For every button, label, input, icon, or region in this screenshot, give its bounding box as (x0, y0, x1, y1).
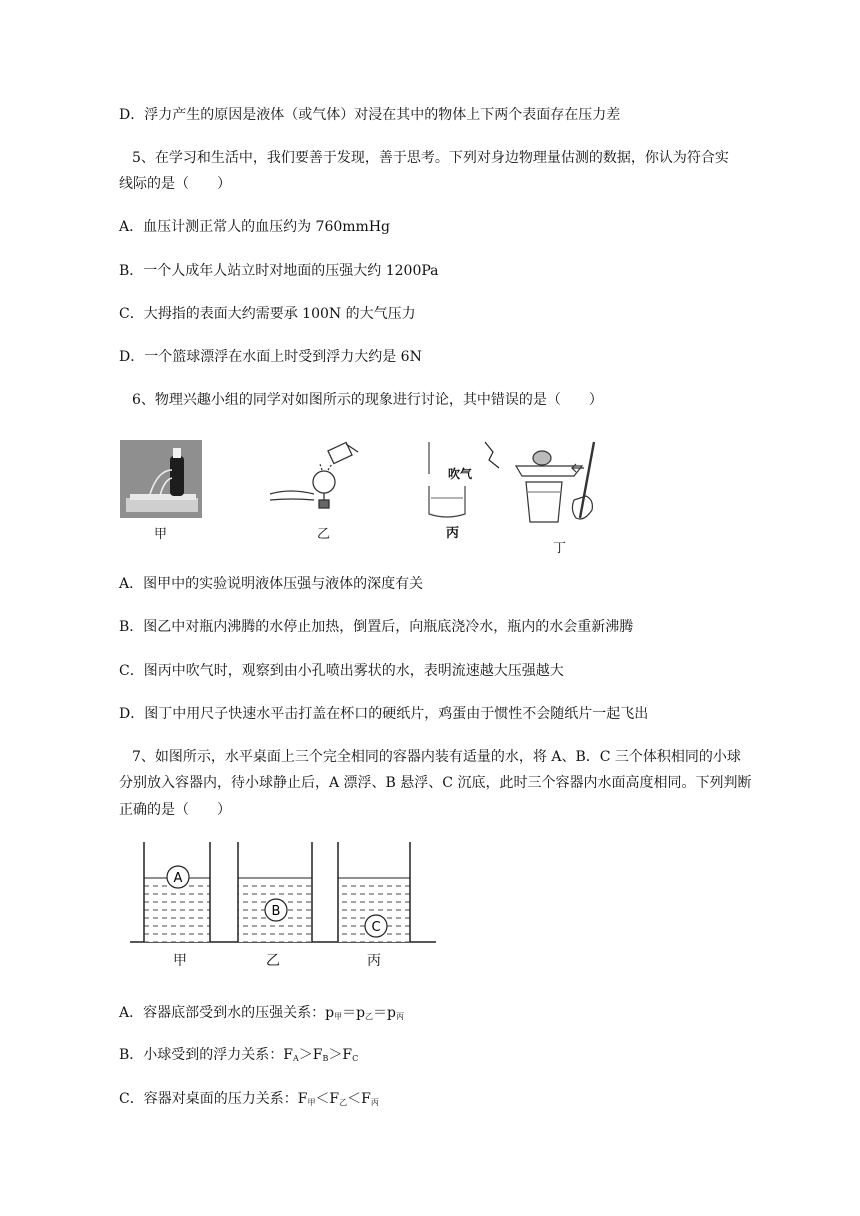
q7-container-label-jia: 甲 (173, 953, 187, 969)
q6-option-a: A．图甲中的实验说明液体压强与液体的深度有关 (119, 576, 424, 592)
q7-option-c: C．容器对桌面的压力关系：$F_甲<F_乙<F_丙$ (119, 1091, 379, 1107)
q6-label-chuiqi: 吹气 (448, 467, 473, 481)
q7-option-b: B．小球受到的浮力关系：$F_A>F_B>F_C$ (119, 1047, 359, 1063)
q6-figure-jia (120, 440, 202, 518)
q7-stem-line1: 7、如图所示，水平桌面上三个完全相同的容器内装有适量的水，将 A、B．C 三个体积相同的小球 (132, 749, 741, 765)
q6-figure-yi (268, 440, 360, 515)
q7-option-a: A．容器底部受到水的压强关系：$p_甲=p_乙=p_丙$ (119, 1005, 405, 1021)
q7-stem-line3: 正确的是（ ） (119, 802, 231, 818)
q7-container-yi (238, 842, 312, 942)
q5-option-c: C．大拇指的表面大约需要承 100N 的大气压力 (119, 306, 416, 322)
q6-option-d: D．图丁中用尺子快速水平击打盖在杯口的硬纸片，鸡蛋由于惯性不会随纸片一起飞出 (119, 706, 649, 722)
q7-ball-label-c: C (371, 920, 381, 935)
q5-stem-line2: 线际的是（ ） (119, 176, 231, 192)
q5-option-d: D．一个篮球漂浮在水面上时受到浮力大约是 6N (119, 349, 422, 365)
q7-container-label-yi: 乙 (266, 953, 280, 969)
q6-label-yi: 乙 (317, 527, 331, 542)
q5-option-a: A．血压计测正常人的血压约为 760mmHg (119, 219, 391, 235)
q7-container-label-bing: 丙 (367, 953, 381, 969)
q5-option-b: B．一个人成年人站立时对地面的压强大约 1200Pa (119, 263, 439, 279)
q7-stem-line2: 分别放入容器内，待小球静止后，A 漂浮、B 悬浮、C 沉底，此时三个容器内水面高度相同。下列判断 (119, 775, 752, 791)
q7-ball-label-a: A (173, 871, 183, 886)
q6-label-jia: 甲 (154, 527, 168, 542)
q6-label-ding: 丁 (553, 541, 567, 556)
q7-figure-containers (126, 842, 438, 948)
q7-ball-label-b: B (271, 904, 281, 919)
q4-option-d: D．浮力产生的原因是液体（或气体）对浸在其中的物体上下两个表面存在压力差 (119, 107, 621, 123)
q6-option-b: B．图乙中对瓶内沸腾的水停止加热，倒置后，向瓶底浇冷水，瓶内的水会重新沸腾 (119, 619, 634, 635)
q6-figure-ding (514, 438, 606, 530)
q6-stem: 6、物理兴趣小组的同学对如图所示的现象进行讨论，其中错误的是（ ） (132, 392, 603, 408)
q5-stem-line1: 5、在学习和生活中，我们要善于发现，善于思考。下列对身边物理量估测的数据，你认为符合实 (132, 150, 729, 166)
q6-option-c: C．图丙中吹气时，观察到由小孔喷出雾状的水，表明流速越大压强越大 (119, 663, 564, 679)
q7-container-jia (144, 842, 210, 942)
q6-label-bing: 丙 (446, 526, 460, 541)
